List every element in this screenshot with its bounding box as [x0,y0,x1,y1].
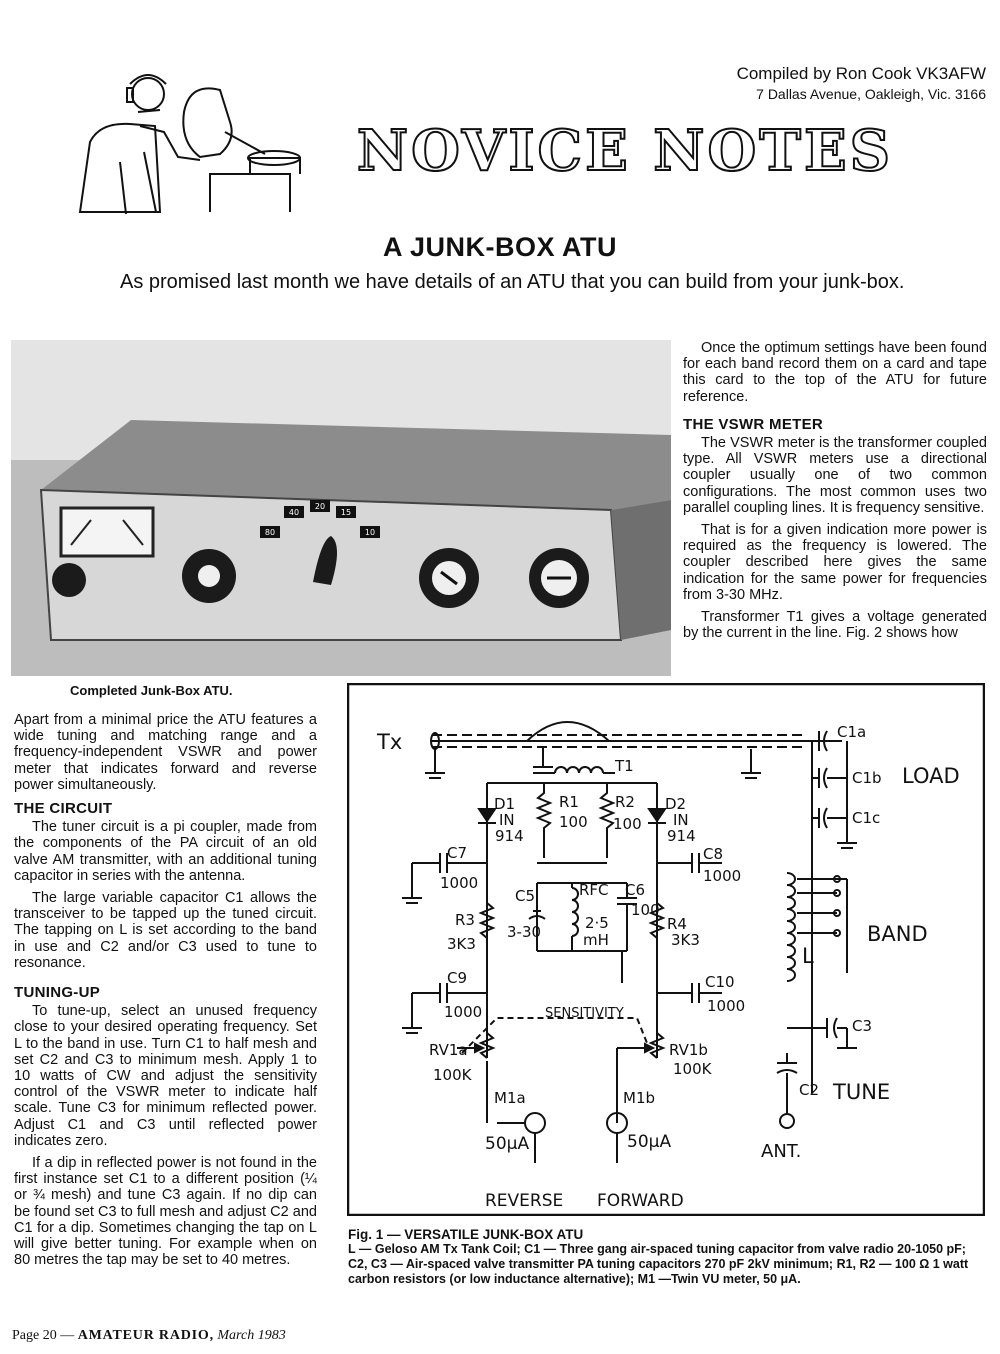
figure-caption [348,1227,988,1287]
label-c1c: C1c [852,809,881,827]
atu-schematic [347,683,985,1216]
band-label-20: 20 [314,502,326,511]
label-r4-value: 3K3 [671,931,700,949]
label-c3: C3 [852,1017,873,1035]
label-d1-914: 914 [495,827,524,845]
label-c9-value: 1000 [444,1003,483,1021]
label-r2-value: 100 [613,815,642,833]
right-paragraph-3: That is for a given indication more power is required as the frequency is lowered. The coupler described here gives the same indication for the same power for frequencies from 3-30 MHz. [683,522,987,603]
label-c8-value: 1000 [703,867,742,885]
band-label-80: 80 [264,528,276,537]
footer-magazine: AMATEUR RADIO, [77,1328,214,1343]
circuit-paragraph-1: The tuner circuit is a pi coupler, made from the components of the PA circuit of an old valve AM transmitter, with an additional tuning capacitor in series with the antenna. [14,819,317,884]
label-c5-value: 3-30 [507,923,542,941]
figure-title: Fig. 1 — VERSATILE JUNK-BOX ATU [348,1227,584,1242]
atu-photo [11,340,671,676]
label-t1: T1 [615,757,634,775]
label-load: LOAD [902,764,960,788]
label-c7: C7 [447,844,468,862]
label-sensitivity: SENSITIVITY [545,1006,624,1021]
footer-date: March 1983 [217,1328,286,1343]
circuit-paragraph-2: The large variable capacitor C1 allows the transceiver to be tapped up the tuned circuit. The tapping on L is set according to the band in use and C2 and/or C3 used to tune to resonance. [14,890,317,971]
label-r4: R4 [667,915,687,933]
column-title-text: NOVICE NOTES [356,118,894,182]
label-rv1a-value: 100K [433,1066,472,1084]
label-reverse: REVERSE [485,1191,564,1211]
label-forward: FORWARD [597,1191,684,1211]
author-block [737,64,986,102]
label-d1-in: IN [499,811,515,829]
label-m1b: M1b [623,1089,656,1107]
label-rfc: RFC [579,881,609,899]
heading-tuning-up: TUNING-UP [14,984,101,1002]
label-c7-value: 1000 [440,874,479,892]
label-d1: D1 [494,795,516,813]
right-paragraph-4: Transformer T1 gives a voltage generated by the current in the line. Fig. 2 shows how [683,609,987,642]
right-paragraph-1: Once the optimum settings have been found for each band record them on a card and tape this card to the top of the ATU for future reference. [683,340,987,405]
label-d2-in: IN [673,811,689,829]
photo-caption: Completed Junk-Box ATU. [70,683,233,698]
label-rv1b: RV1b [669,1041,708,1059]
figure-caption-text: L — Geloso AM Tx Tank Coil; C1 — Three gang air-spaced tuning capacitor from valve radio 20-1050 pF; C2, C3 — Air-spaced valve transmitter PA tuning capacitors 270 pF 2kV minimum; R1, R2 — 100 Ω 1 watt carbon resistors (or low inductance alternative); M1 —Twin VU meter, 50 μA. [348,1242,969,1286]
heading-the-circuit: THE CIRCUIT [14,800,113,818]
label-c10: C10 [705,973,735,991]
band-label-10: 10 [364,528,376,537]
left-column [14,712,317,1275]
compiled-by: Compiled by Ron Cook VK3AFW [736,64,986,83]
label-m1a: M1a [494,1089,526,1107]
right-column [683,340,987,647]
label-d2-914: 914 [667,827,696,845]
intro-paragraph: Apart from a minimal price the ATU features a wide tuning and matching range and a frequency-independent VSWR and power meter that indicates forward and reverse power simultaneously. [14,712,317,793]
label-d2: D2 [665,795,687,813]
label-r3-value: 3K3 [447,935,476,953]
label-tx: Tx [377,730,403,754]
label-ant: ANT. [761,1141,802,1162]
page-footer [12,1328,286,1344]
article-lede: As promised last month we have details of an ATU that you can build from your junk-box. [120,271,905,293]
tuning-paragraph-2: If a dip in reflected power is not found in the first instance set C1 to a different position (¼ or ¾ mesh) and tune C3 again. If no dip can be found set C3 to full mesh and adjust C2 and C1 for a dip. Sometimes changing the tap on L will give better tuning. For example when on 80 metres the tap may be set to 40 metres. [14,1155,317,1269]
label-r3: R3 [455,911,475,929]
heading-the-vswr-meter: THE VSWR METER [683,415,824,433]
label-rfc-mh: mH [583,931,609,949]
label-m1b-value: 50μA [627,1132,672,1152]
label-band: BAND [867,922,928,946]
label-c2: C2 [799,1081,820,1099]
author-address: 7 Dallas Avenue, Oakleigh, Vic. 3166 [756,86,986,102]
tuning-paragraph-1: To tune-up, select an unused frequency close to your desired operating frequency. Set L to the band in use. Turn C1 to half mesh and set C2 and C3 to minimum mesh. Apply 1 to 10 watts of CW and adjust the sensitivity control of the VSWR meter to indicate half scale. Tune C3 for minimum reflected power. Adjust C1 and C3 until reflected power indicates zero. [14,1003,317,1149]
label-r2: R2 [615,793,635,811]
band-label-15: 15 [340,508,352,517]
label-rv1a: RV1a [429,1041,468,1059]
label-r1-value: 100 [559,813,588,831]
column-title-novice-notes [340,118,910,182]
article-title: A JUNK-BOX ATU [383,232,617,262]
right-paragraph-2: The VSWR meter is the transformer coupled type. All VSWR meters use a directional coupler usually one of two common configurations. The most common uses two parallel coupling lines. It is frequency sensitive. [683,435,987,516]
label-c10-value: 1000 [707,997,746,1015]
label-c6-value: 100 [631,901,660,919]
label-rfc-value: 2·5 [585,914,609,932]
label-c6: C6 [625,881,646,899]
label-l: L [802,944,814,968]
band-label-40: 40 [288,508,300,517]
label-c8: C8 [703,845,724,863]
footer-page: Page 20 — [12,1328,75,1343]
label-rv1b-value: 100K [673,1060,712,1078]
label-c1a: C1a [837,723,867,741]
label-m1a-value: 50μA [485,1134,530,1154]
gramophone-cartoon-illustration [60,62,330,224]
label-c1b: C1b [852,769,882,787]
label-r1: R1 [559,793,579,811]
label-tune: TUNE [833,1080,891,1104]
label-c9: C9 [447,969,468,987]
label-c5: C5 [515,887,536,905]
